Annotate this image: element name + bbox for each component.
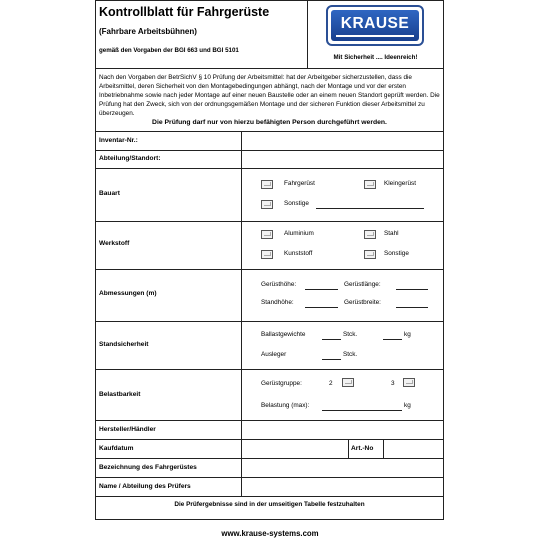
website-url[interactable]: www.krause-systems.com xyxy=(221,529,319,538)
option-kunststoff: Kunststoff xyxy=(284,250,313,257)
checkbox-stahl[interactable] xyxy=(364,230,376,239)
label-standhoehe: Standhöhe: xyxy=(261,299,294,306)
results-note: Die Prüfergebnisse sind in der umseitigen Tabelle festzuhalten xyxy=(174,501,365,508)
regulation-basis: gemäß den Vorgaben der BGI 663 und BGI 5101 xyxy=(99,47,239,54)
checkbox-kleingeruest[interactable] xyxy=(364,180,376,189)
checkbox-kunststoff[interactable] xyxy=(261,250,273,259)
geruestbreite-line[interactable] xyxy=(396,307,428,308)
label-pruefer: Name / Abteilung des Prüfers xyxy=(99,483,191,490)
geruestlaenge-line[interactable] xyxy=(396,289,428,290)
option-aluminium: Aluminium xyxy=(284,230,314,237)
label-hersteller: Hersteller/Händler xyxy=(99,426,156,433)
label-ballastgewichte: Ballastgewichte xyxy=(261,331,306,338)
checkbox-gruppe-3[interactable] xyxy=(403,378,415,387)
label-abmessungen: Abmessungen (m) xyxy=(99,290,157,297)
label-bauart: Bauart xyxy=(99,190,120,197)
label-kaufdatum: Kaufdatum xyxy=(99,445,134,452)
label-ausleger-stck: Stck. xyxy=(343,351,358,358)
option-werkstoff-sonstige: Sonstige xyxy=(384,250,409,257)
checkbox-werkstoff-sonstige[interactable] xyxy=(364,250,376,259)
label-abteilung-standort: Abteilung/Standort: xyxy=(99,155,161,162)
checklist-form xyxy=(95,0,444,520)
label-belastung-max: Belastung (max): xyxy=(261,402,310,409)
header-title-block xyxy=(96,1,308,69)
label-ballast-kg: kg xyxy=(404,331,411,338)
label-standsicherheit: Standsicherheit xyxy=(99,341,149,348)
label-geruesthoehe: Gerüsthöhe: xyxy=(261,281,297,288)
label-gruppe-3: 3 xyxy=(391,380,395,387)
standhoehe-line[interactable] xyxy=(305,307,338,308)
form-title: Kontrollblatt für Fahrgerüste xyxy=(99,5,270,19)
checkbox-aluminium[interactable] xyxy=(261,230,273,239)
label-werkstoff: Werkstoff xyxy=(99,240,130,247)
checkbox-bauart-sonstige[interactable] xyxy=(261,200,273,209)
label-geruestgruppe: Gerüstgruppe: xyxy=(261,380,302,387)
option-kleingeruest: Kleingerüst xyxy=(384,180,416,187)
label-geruestlaenge: Gerüstlänge: xyxy=(344,281,381,288)
label-bezeichnung: Bezeichnung des Fahrgerüstes xyxy=(99,464,197,471)
ballast-count-line[interactable] xyxy=(322,339,341,340)
option-stahl: Stahl xyxy=(384,230,399,237)
logo-wordmark: KRAUSE xyxy=(340,15,410,32)
checkbox-fahrgeruest[interactable] xyxy=(261,180,273,189)
checkbox-gruppe-2[interactable] xyxy=(342,378,354,387)
option-bauart-sonstige: Sonstige xyxy=(284,200,309,207)
header-logo-block xyxy=(308,1,443,69)
intro-text: Nach den Vorgaben der BetrSichV § 10 Prüfung der Arbeitsmittel: hat der Arbeitgeber sicherzustellen, dass die Arbeitsmittel, deren Sicherheit von den Montagebedingungen abhängt, nach der Montage und vor der ersten Inbetriebnahme sowie nach jeder Montage auf einer neuen Baustelle oder an einem neuen Standort geprüft werden. Die Prüfung hat den Zweck, sich von der ordnungsgemäßen Montage und der sicheren Funktion dieser Arbeitsmittel zu überzeugen. xyxy=(99,74,440,118)
label-geruestbreite: Gerüstbreite: xyxy=(344,299,381,306)
ballast-kg-line[interactable] xyxy=(383,339,402,340)
label-belastbarkeit: Belastbarkeit xyxy=(99,391,141,398)
label-ballast-stck: Stck. xyxy=(343,331,358,338)
belastung-line[interactable] xyxy=(322,410,402,411)
label-art-no: Art.-No xyxy=(351,445,374,452)
brand-slogan: Mit Sicherheit .... Ideenreich! xyxy=(333,54,418,61)
label-gruppe-2: 2 xyxy=(329,380,333,387)
label-inventar-nr: Inventar-Nr.: xyxy=(99,137,138,144)
intro-bold-note: Die Prüfung darf nur von hierzu befähigten Person durchgeführt werden. xyxy=(152,119,387,126)
krause-logo xyxy=(326,5,424,46)
form-subtitle: (Fahrbare Arbeitsbühnen) xyxy=(99,27,197,36)
option-fahrgeruest: Fahrgerüst xyxy=(284,180,315,187)
bauart-sonstige-line[interactable] xyxy=(316,208,424,209)
label-ausleger: Ausleger xyxy=(261,351,287,358)
ausleger-count-line[interactable] xyxy=(322,359,341,360)
label-belastung-kg: kg xyxy=(404,402,411,409)
geruesthoehe-line[interactable] xyxy=(305,289,338,290)
